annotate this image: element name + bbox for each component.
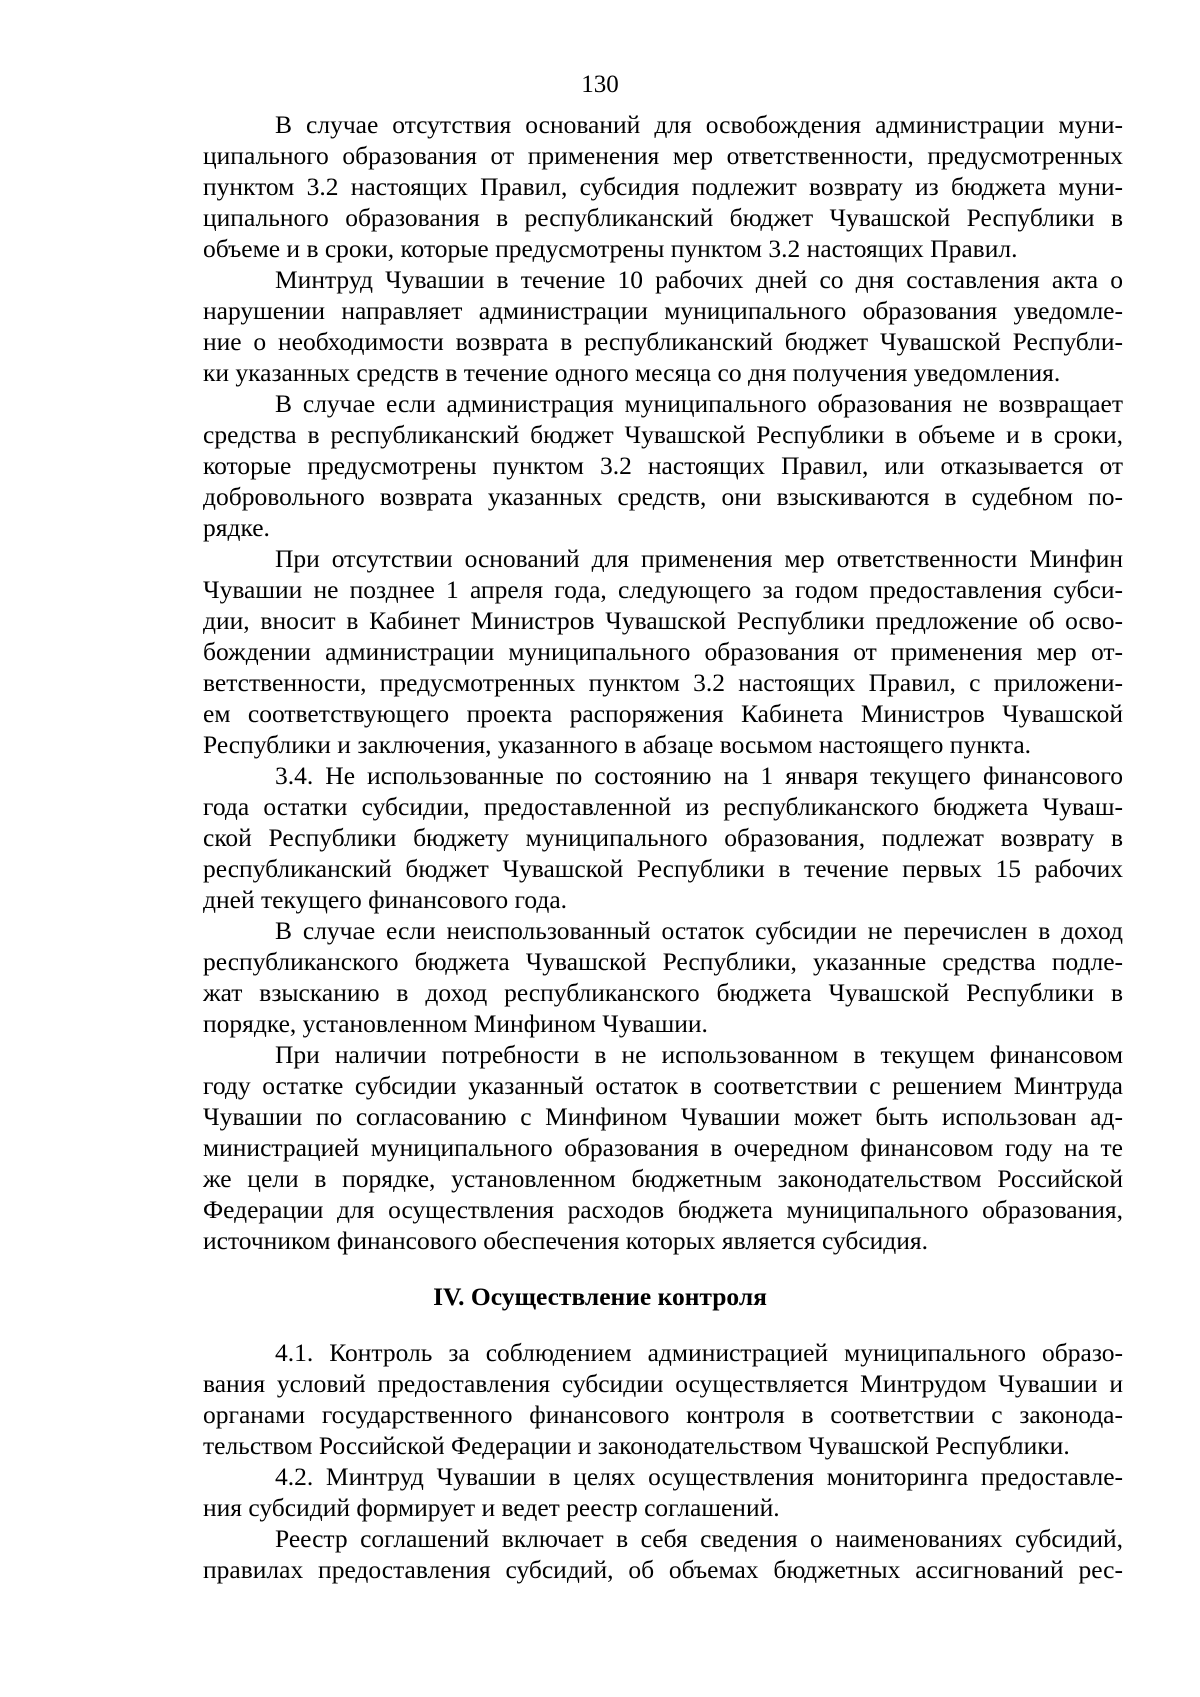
- text-line: дней текущего финансового года.: [203, 885, 568, 914]
- section-heading: IV. Осуществление контроля: [433, 1282, 767, 1311]
- text-line: ципального образования от применения мер ответственности, предусмотренных: [203, 141, 1123, 170]
- text-line: тельством Российской Федерации и законодательством Чувашской Республики.: [203, 1431, 1070, 1460]
- text-line: же цели в порядке, установленном бюджетным законодательством Российской: [203, 1164, 1123, 1193]
- text-line: пунктом 3.2 настоящих Правил, субсидия подлежит возврату из бюджета муни-: [203, 172, 1123, 201]
- text-line: ки указанных средств в течение одного месяца со дня получения уведомления.: [203, 358, 1061, 387]
- text-line: правилах предоставления субсидий, об объемах бюджетных ассигнований рес-: [203, 1555, 1123, 1584]
- text-line: которые предусмотрены пунктом 3.2 настоящих Правил, или отказывается от: [203, 451, 1123, 480]
- page-number: 130: [581, 71, 619, 98]
- text-line: В случае если неиспользованный остаток субсидии не перечислен в доход: [275, 916, 1123, 945]
- text-line: Республики и заключения, указанного в абзаце восьмом настоящего пункта.: [203, 730, 1032, 759]
- text-line: Реестр соглашений включает в себя сведения о наименованиях субсидий,: [275, 1524, 1123, 1553]
- text-line: источником финансового обеспечения которых является субсидия.: [203, 1226, 929, 1255]
- text-line: объеме и в сроки, которые предусмотрены пунктом 3.2 настоящих Правил.: [203, 234, 1018, 263]
- text-line: нарушении направляет администрации муниципального образования уведомле-: [203, 296, 1123, 325]
- text-line: Чувашии не позднее 1 апреля года, следующего за годом предоставления субси-: [203, 575, 1123, 604]
- text-line: бождении администрации муниципального образования от применения мер от-: [203, 637, 1123, 666]
- text-line: добровольного возврата указанных средств, они взыскиваются в судебном по-: [203, 482, 1123, 511]
- text-line: порядке, установленном Минфином Чувашии.: [203, 1009, 708, 1038]
- text-line: жат взысканию в доход республиканского бюджета Чувашской Республики в: [203, 978, 1123, 1007]
- text-line: ние о необходимости возврата в республиканский бюджет Чувашской Республи-: [203, 327, 1123, 356]
- text-line: ципального образования в республиканский бюджет Чувашской Республики в: [203, 203, 1123, 232]
- text-line: ния субсидий формирует и ведет реестр соглашений.: [203, 1493, 780, 1522]
- text-line: вания условий предоставления субсидии осуществляется Минтрудом Чувашии и: [203, 1369, 1123, 1398]
- text-line: В случае отсутствия оснований для освобождения администрации муни-: [275, 110, 1123, 139]
- text-line: 4.1. Контроль за соблюдением администрацией муниципального образо-: [275, 1338, 1123, 1367]
- text-line: 3.4. Не использованные по состоянию на 1 января текущего финансового: [275, 761, 1123, 790]
- text-line: Минтруд Чувашии в течение 10 рабочих дней со дня составления акта о: [275, 265, 1123, 294]
- text-line: органами государственного финансового контроля в соответствии с законода-: [203, 1400, 1123, 1429]
- text-line: средства в республиканский бюджет Чувашской Республики в объеме и в сроки,: [203, 420, 1123, 449]
- text-line: дии, вносит в Кабинет Министров Чувашской Республики предложение об осво-: [203, 606, 1123, 635]
- text-line: В случае если администрация муниципального образования не возвращает: [275, 389, 1123, 418]
- text-line: республиканского бюджета Чувашской Республики, указанные средства подле-: [203, 947, 1123, 976]
- text-line: министрацией муниципального образования в очередном финансовом году на те: [203, 1133, 1123, 1162]
- text-line: При наличии потребности в не использованном в текущем финансовом: [275, 1040, 1123, 1069]
- text-line: Федерации для осуществления расходов бюджета муниципального образования,: [203, 1195, 1123, 1224]
- text-line: году остатке субсидии указанный остаток в соответствии с решением Минтруда: [203, 1071, 1123, 1100]
- text-line: республиканский бюджет Чувашской Республики в течение первых 15 рабочих: [203, 854, 1123, 883]
- text-line: ем соответствующего проекта распоряжения Кабинета Министров Чувашской: [203, 699, 1123, 728]
- text-line: Чувашии по согласованию с Минфином Чувашии может быть использован ад-: [203, 1102, 1123, 1131]
- text-line: рядке.: [203, 513, 270, 542]
- text-line: ской Республики бюджету муниципального образования, подлежат возврату в: [203, 823, 1123, 852]
- text-line: 4.2. Минтруд Чувашии в целях осуществления мониторинга предоставле-: [275, 1462, 1123, 1491]
- text-line: При отсутствии оснований для применения мер ответственности Минфин: [275, 544, 1123, 573]
- text-line: года остатки субсидии, предоставленной из республиканского бюджета Чуваш-: [203, 792, 1123, 821]
- text-line: ветственности, предусмотренных пунктом 3.2 настоящих Правил, с приложени-: [203, 668, 1123, 697]
